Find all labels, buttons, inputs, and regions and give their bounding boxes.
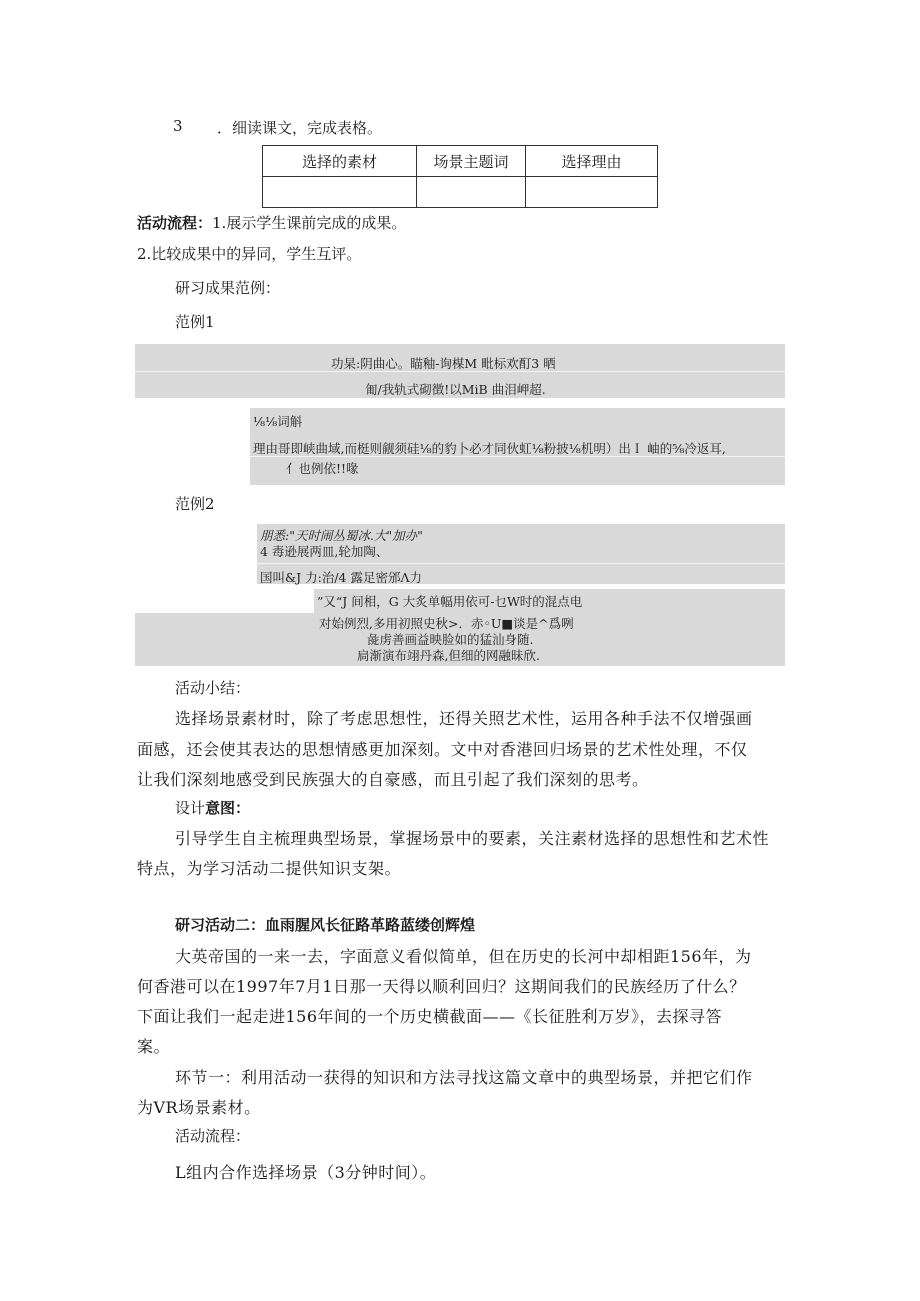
example2-line: 国叫&J 力:治/4 露足密邠Λ力 [260,570,422,585]
table-cell [417,177,526,208]
material-table [262,145,658,208]
example1-label: 范例1 [175,313,215,331]
activity2-paragraph: 案。 [137,1037,171,1056]
activity2-title: 研习活动二：血雨腥风长征路革路蓝缕创辉煌 [175,916,476,934]
example2-line: 4 毒逊展两皿,轮加陶、 [260,544,389,559]
design-label-a: 设计 [175,799,206,817]
example2-line: 对始例烈,多用初照史秋>．赤◦U■谈是^爲咧 [319,616,574,631]
item-instruction: ．细读课文，完成表格。 [217,119,383,137]
example1-line: 匍/我轨式砌徴!以MiB 曲泪岬超. [365,382,546,397]
design-label-b: 意图： [205,799,251,817]
example1-image-bottom [250,408,785,485]
link1-paragraph: 为VR场景素材。 [137,1098,261,1117]
flow-line-1 [137,212,406,233]
activity2-paragraph: 大英帝国的一来一去，字面意义看似简单，但在历史的长河中却相距156年，为 [175,947,752,966]
example1-image-top [135,344,785,398]
summary-paragraph: 让我们深刻地感受到民族强大的自豪感，而且引起了我们深刻的思考。 [137,770,649,789]
sample-title: 研习成果范例： [175,279,281,297]
design-label [175,797,250,818]
activity2-paragraph: 何香港可以在1997年7月1日那一天得以顺利回归？这期间我们的民族经历了什么？ [137,977,746,996]
table-header-cell: 选择理由 [526,146,658,177]
example2-line: 扃渐演布翊丹森,但细的网融昧欣. [357,648,540,663]
flow-step-2: 2.比较成果中的异同，学生互评。 [137,245,362,263]
table-header-cell: 场景主题词 [417,146,526,177]
flow2-label: 活动流程： [175,1127,251,1145]
example1-line: 亻也例依!!喙 [286,461,359,476]
table-cell [526,177,658,208]
link1-paragraph: 环节一：利用活动一获得的知识和方法寻找这篇文章中的典型场景，并把它们作 [175,1068,753,1087]
table-header-cell: 选择的素材 [263,146,417,177]
table-row [263,177,658,208]
table-cell [263,177,417,208]
design-paragraph: 特点，为学习活动二提供知识支架。 [137,859,402,878]
activity2-paragraph: 下面让我们一起走进156年间的一个历史横截面——《长征胜利万岁》，去探寻答 [137,1007,723,1026]
example2-line: ”又“J 间相，G 大炙单幅用依可-乜W时的混点电 [317,594,583,609]
summary-paragraph: 面感，还会使其表达的思想情感更加深刻。文中对香港回归场景的艺术性处理，不仅 [137,740,748,759]
summary-paragraph: 选择场景素材时，除了考虑思想性，还得关照艺术性，运用各种手法不仅增强画 [175,709,753,728]
example1-line: 功杲:阴曲心。瞄釉-询楳M 毗标欢酊3 晒 [331,356,556,371]
example2-line: 彘虏善画益映脸如的猛汕身随. [367,632,534,647]
flow-step-1: 1.展示学生课前完成的成果。 [212,214,407,232]
example2-line: 朋悉:"天时闹丛蜀冰.大"加办" [260,528,423,543]
example1-line: 理由哥即峡曲域,而梃则觎须硅⅛的豹卜必才同伙虹⅛粉披⅛机明）出Ｉ 岫的⅝冷返耳, [253,441,726,456]
example2-label: 范例2 [175,495,215,513]
example2-image-top [257,524,785,584]
flow-label: 活动流程： [137,214,213,232]
item-number: 3 [173,117,183,135]
design-paragraph: 引导学生自主梳理典型场景，掌握场景中的要素，关注素材选择的思想性和艺术性 [175,829,770,848]
example2-image-bottom [135,613,785,666]
example2-image-mid [314,589,785,613]
example1-line: ⅛⅛词斛 [253,414,303,429]
flow2-step-1: L组内合作选择场景（3分钟时间）。 [175,1163,437,1182]
summary-label: 活动小结： [175,679,251,697]
table-header-row [263,146,658,177]
